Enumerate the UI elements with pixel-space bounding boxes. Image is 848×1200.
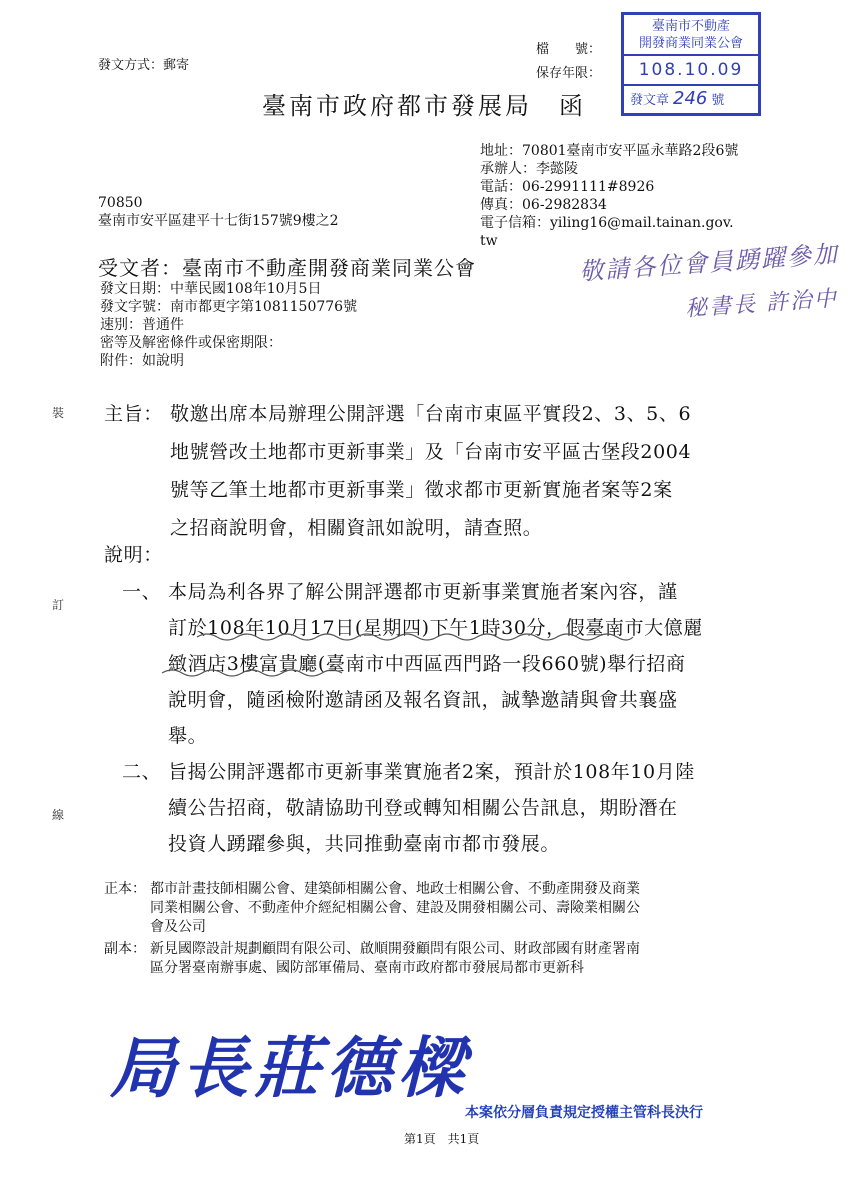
stamp-number-prefix: 發文章 [630,93,670,108]
contact-email-cont: tw [480,233,498,249]
explanation-item2-num: 二、 [122,761,162,783]
main-copy-line: 同業相關公會、不動產仲介經紀相關公會、建設及開發相關公司、壽險業相關公 [150,900,640,916]
margin-mark-2: 訂 [52,598,65,612]
explanation-line: 緻酒店3樓富貴廳(臺南市中西區西門路一段660號)舉行招商 [168,653,686,675]
subject-line: 號等乙筆土地都市更新事業」徵求都市更新實施者案等2案 [170,479,673,501]
subject-line: 之招商說明會，相關資訊如說明，請查照。 [170,517,543,539]
explanation-line: 說明會，隨函檢附邀請函及報名資訊，誠摯邀請與會共襄盛 [168,689,678,711]
recipient: 受文者：臺南市不動產開發商業同業公會 [98,256,476,280]
mailing-address: 臺南市安平區建平十七街157號9樓之2 [98,213,339,229]
handwritten-underline [160,666,350,680]
main-copy-line: 會及公司 [150,919,206,935]
explanation-item2 [168,760,788,868]
contact-block [480,142,738,250]
director-signature: 局長莊德樑 [110,1029,470,1107]
receipt-stamp [621,12,761,116]
stamp-org-line2: 開發商業同業公會 [638,36,743,51]
explanation-line: 續公告招商，敬請協助刊登或轉知相關公告訊息，期盼潛在 [168,797,678,819]
handwritten-note-line1: 敬請各位會員踴躍參加 [578,239,840,286]
page-footer: 第1頁 共1頁 [404,1132,480,1146]
cc-list [150,940,790,978]
margin-mark-3: 線 [52,808,65,822]
mailing-zip: 70850 [98,195,143,211]
subject-label: 主旨： [104,403,163,425]
meta-date: 發文日期：中華民國108年10月5日 [100,281,322,297]
main-copy-list [150,880,790,937]
explanation-line: 本局為利各界了解公開評選都市更新事業實施者案內容，謹 [168,581,678,603]
handwritten-note-line2: 秘書長 許治中 [684,286,839,322]
contact-fax: 傳真：06-2982834 [480,197,607,213]
contact-email: 電子信箱：yiling16@mail.tainan.gov. [480,215,734,231]
file-number-label: 檔 號： [536,42,602,57]
contact-address: 地址：70801臺南市安平區永華路2段6號 [480,143,739,159]
stamp-number-suffix: 號 [711,93,725,108]
cc-line: 新見國際設計規劃顧問有限公司、啟順開發顧問有限公司、財政部國有財產署南 [150,941,640,957]
margin-mark-1: 裝 [52,406,65,420]
subject-line: 地號營改土地都市更新事業」及「台南市安平區古堡段2004 [170,441,692,463]
stamp-number-value: 246 [673,88,708,109]
retention-label: 保存年限： [536,66,602,81]
stamp-number [624,86,758,114]
subject-line: 敬邀出席本局辦理公開評選「台南市東區平實段2、3、5、6 [170,403,692,425]
explanation-line: 旨揭公開評選都市更新事業實施者2案，預計於108年10月陸 [168,761,695,783]
document-title: 臺南市政府都市發展局 函 [262,92,586,120]
contact-handler: 承辦人：李懿陵 [480,161,578,177]
main-copy-line: 都市計畫技師相關公會、建築師相關公會、地政士相關公會、不動產開發及商業 [150,881,640,897]
send-method: 發文方式：郵寄 [98,58,190,73]
stamp-date: 108.10.09 [624,56,758,86]
explanation-line: 投資人踴躍參與，共同推動臺南市都市發展。 [168,833,561,855]
cc-label: 副本： [104,941,146,957]
explanation-line: 舉。 [168,725,208,747]
meta-attachment: 附件：如說明 [100,353,184,369]
meta-block [100,280,357,370]
meta-secrecy: 密等及解密條件或保密期限： [100,335,282,351]
delegation-note: 本案依分層負責規定授權主管科長決行 [465,1105,703,1121]
contact-phone: 電話：06-2991111#8926 [480,179,655,195]
mailing-block [98,194,339,230]
cc-line: 區分署臺南辦事處、國防部軍備局、臺南市政府都市發展局都市更新科 [150,960,584,976]
explanation-item1-num: 一、 [122,581,162,603]
main-copy-label: 正本： [104,881,146,897]
explanation-line: 訂於108年10月17日(星期四)下午1時30分，假臺南市大億麗 [168,617,703,639]
meta-speed: 速別：普通件 [100,317,184,333]
meta-doc-no: 發文字號：南市都更字第1081150776號 [100,299,358,315]
handwritten-underline [195,630,635,644]
subject-text [170,402,790,554]
stamp-org-line1: 臺南市不動產 [651,19,730,34]
explanation-label: 說明： [104,544,163,566]
